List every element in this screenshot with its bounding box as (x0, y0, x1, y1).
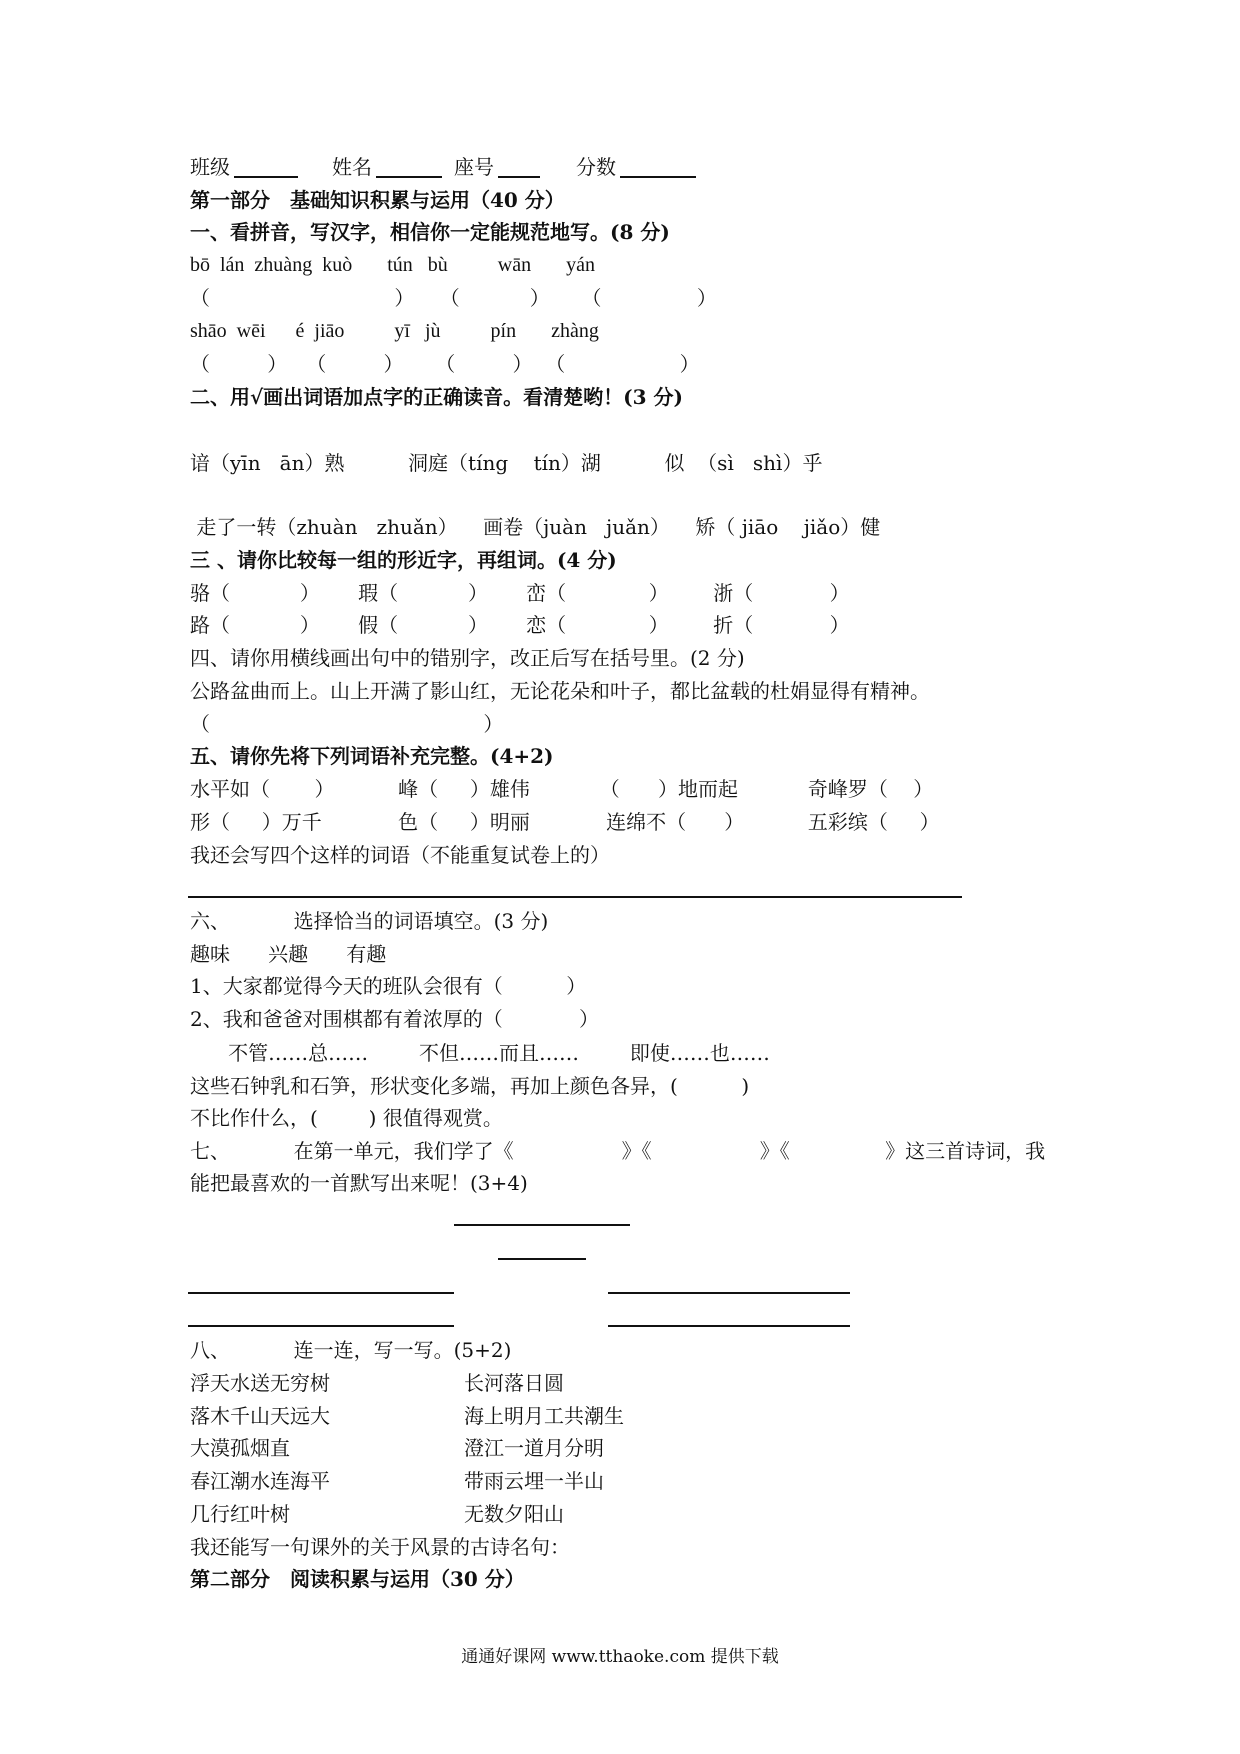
poem-line-2[interactable] (608, 1292, 850, 1294)
q1-pinyin-row2: shāo wēi é jiāo yī jù pín zhàng (190, 320, 599, 342)
name-blank[interactable] (376, 176, 442, 178)
match-right-5[interactable]: 无数夕阳山 (464, 1502, 564, 1526)
q2-row2[interactable]: 走了一转（zhuàn zhuǎn） 画卷（juàn juǎn） 矫（ jiāo jiǎo）健 (190, 515, 881, 539)
name-label: 姓名 (332, 155, 372, 179)
q1-title: 一、看拼音，写汉字，相信你一定能规范地写。(8 分) (190, 220, 670, 244)
part1-title: 第一部分 基础知识积累与运用（40 分） (190, 188, 565, 212)
part2-title: 第二部分 阅读积累与运用（30 分） (190, 1567, 525, 1591)
q6-sentence3[interactable]: 这些石钟乳和石笋，形状变化多端，再加上颜色各异，( ) (190, 1074, 750, 1098)
seat-blank[interactable] (498, 176, 540, 178)
footer-note: 通通好课网 www.tthaoke.com 提供下载 (461, 1647, 779, 1667)
q5-extra: 我还会写四个这样的词语（不能重复试卷上的） (190, 843, 610, 867)
match-left-4[interactable]: 春江潮水连海平 (190, 1469, 330, 1493)
poem-title-line[interactable] (454, 1224, 630, 1226)
poem-line-3[interactable] (188, 1325, 454, 1327)
q6-sentence1[interactable]: 1、大家都觉得今天的班队会很有（ ） (190, 974, 587, 998)
q2-row1[interactable]: 谙（yīn ān）熟 洞庭（tíng tín）湖 似 （sì shì）乎 (190, 451, 823, 475)
q5-answer-line[interactable] (188, 896, 962, 898)
match-left-1[interactable]: 浮天水送无穷树 (190, 1371, 330, 1395)
poem-line-1[interactable] (188, 1292, 454, 1294)
match-right-1[interactable]: 长河落日圆 (464, 1371, 564, 1395)
q3-row2[interactable]: 路（ ） 假（ ） 恋（ ） 折（ ） (190, 613, 850, 637)
match-right-2[interactable]: 海上明月工共潮生 (464, 1404, 624, 1428)
q8-extra: 我还能写一句课外的关于风景的古诗名句： (190, 1535, 570, 1559)
poem-author-line[interactable] (498, 1258, 586, 1260)
q1-brackets-row2[interactable]: （ ） （ ） （ ） （ ） (190, 352, 700, 376)
q6-sentence2[interactable]: 2、我和爸爸对围棋都有着浓厚的（ ） (190, 1007, 600, 1031)
q8-title: 八、 连一连，写一写。(5+2) (190, 1338, 512, 1362)
class-label: 班级 (190, 155, 230, 179)
q6-sentence4[interactable]: 不比作什么，( ) 很值得观赏。 (190, 1106, 503, 1130)
q5-row1[interactable]: 水平如（ ） 峰（ ）雄伟 （ ）地而起 奇峰罗（ ） (190, 777, 934, 801)
match-right-3[interactable]: 澄江一道月分明 (464, 1436, 604, 1460)
q3-title: 三 、请你比较每一组的形近字，再组词。(4 分) (190, 548, 617, 572)
q5-row2[interactable]: 形（ ）万千 色（ ）明丽 连绵不（ ） 五彩缤（ ） (190, 810, 940, 834)
q6-title: 六、 选择恰当的词语填空。(3 分) (190, 909, 549, 933)
q2-title: 二、用√画出词语加点字的正确读音。看清楚哟！(3 分) (190, 385, 683, 409)
q7-line1[interactable]: 七、 在第一单元，我们学了《 》《 》《 》这三首诗词，我 (190, 1139, 1046, 1163)
score-blank[interactable] (620, 176, 696, 178)
seat-label: 座号 (454, 155, 494, 179)
match-left-2[interactable]: 落木千山天远大 (190, 1404, 330, 1428)
q7-line2: 能把最喜欢的一首默写出来呢！(3+4) (190, 1171, 528, 1195)
q6-words1: 趣味 兴趣 有趣 (190, 942, 387, 966)
match-left-5[interactable]: 几行红叶树 (190, 1502, 290, 1526)
class-blank[interactable] (234, 176, 298, 178)
q1-pinyin-row1: bō lán zhuàng kuò tún bù wān yán (190, 254, 595, 276)
q4-sentence: 公路盆曲而上。山上开满了影山红，无论花朵和叶子，都比盆载的杜娟显得有精神。 (190, 679, 930, 703)
q5-title: 五、请你先将下列词语补充完整。(4+2) (190, 744, 554, 768)
match-left-3[interactable]: 大漠孤烟直 (190, 1436, 290, 1460)
q3-row1[interactable]: 骆（ ） 瑕（ ） 峦（ ） 浙（ ） (190, 581, 850, 605)
q4-brackets[interactable]: （ ） (190, 712, 504, 736)
q6-words2: 不管……总…… 不但……而且…… 即使……也…… (190, 1041, 770, 1065)
q1-brackets-row1[interactable]: （ ） （ ） （ ） (190, 286, 717, 310)
match-right-4[interactable]: 带雨云埋一半山 (464, 1469, 604, 1493)
q4-title: 四、请你用横线画出句中的错别字，改正后写在括号里。(2 分) (190, 646, 745, 670)
poem-line-4[interactable] (608, 1325, 850, 1327)
score-label: 分数 (576, 155, 616, 179)
